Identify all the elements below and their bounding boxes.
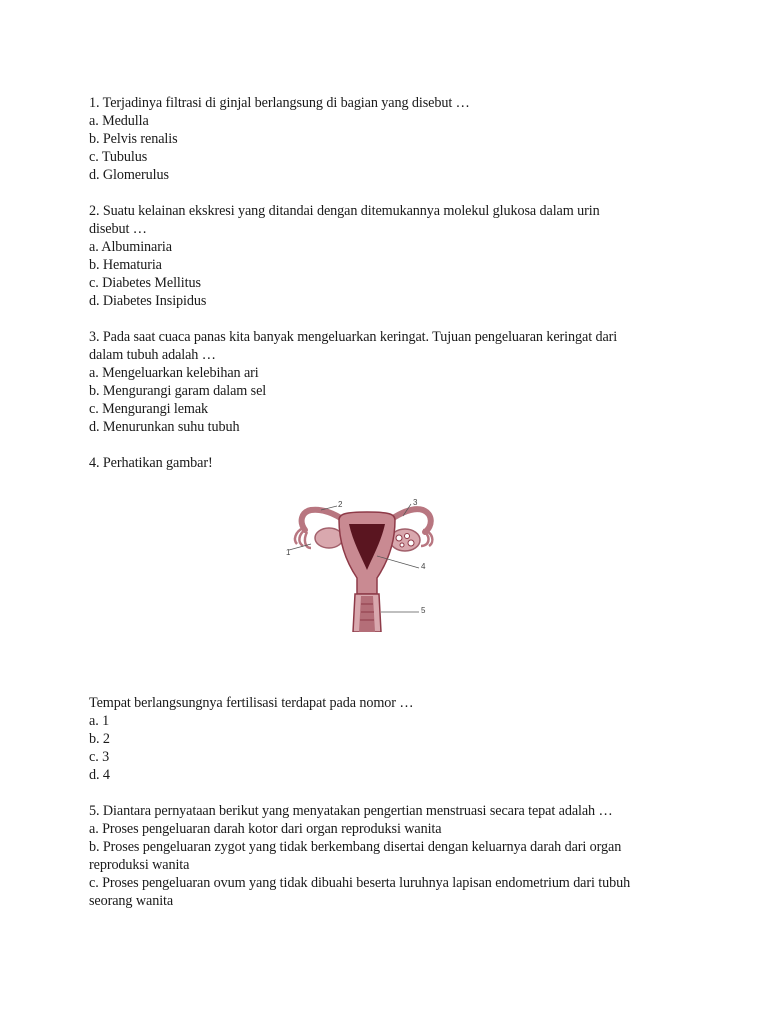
answer-option: b. Mengurangi garam dalam sel [89,383,267,399]
answer-option-continued: seorang wanita [89,893,174,909]
question-sub-stem: Tempat berlangsungnya fertilisasi terdapat pada nomor … [89,695,414,711]
question-5 [89,802,709,910]
figure-label-3: 3 [413,498,418,507]
answer-option-continued: reproduksi wanita [89,857,190,873]
question-1 [89,94,709,184]
question-3 [89,328,709,436]
question-stem: dalam tubuh adalah … [89,347,216,363]
answer-option: d. Glomerulus [89,167,169,183]
answer-option: c. Proses pengeluaran ovum yang tidak dibuahi beserta luruhnya lapisan endometrium dari tubuh [89,875,631,891]
uterus-diagram-image [281,494,441,632]
answer-option: a. Proses pengeluaran darah kotor dari organ reproduksi wanita [89,821,442,837]
question-stem: 2. Suatu kelainan ekskresi yang ditandai dengan ditemukannya molekul glukosa dalam urin [89,203,600,219]
answer-option: b. Pelvis renalis [89,131,178,147]
answer-option: a. 1 [89,713,110,729]
question-2 [89,202,709,310]
answer-option: a. Albuminaria [89,239,172,255]
figure-label-2: 2 [338,500,343,509]
answer-option: c. Mengurangi lemak [89,401,209,417]
answer-option: b. 2 [89,731,110,747]
answer-option: d. Menurunkan suhu tubuh [89,419,240,435]
figure-container [89,472,709,694]
figure-label-1: 1 [286,548,291,557]
question-stem: 4. Perhatikan gambar! [89,455,213,471]
question-stem: disebut … [89,221,147,237]
worksheet [89,94,709,928]
question-stem: 5. Diantara pernyataan berikut yang menyatakan pengertian menstruasi secara tepat adalah … [89,803,613,819]
answer-option: c. Diabetes Mellitus [89,275,201,291]
figure-label-5: 5 [421,606,426,615]
answer-option: d. 4 [89,767,110,783]
figure-label-4: 4 [421,562,426,571]
answer-option: b. Proses pengeluaran zygot yang tidak berkembang disertai dengan keluarnya darah dari organ [89,839,622,855]
question-4 [89,454,709,784]
answer-option: a. Mengeluarkan kelebihan ari [89,365,259,381]
answer-option: c. 3 [89,749,110,765]
answer-option: d. Diabetes Insipidus [89,293,207,309]
answer-option: c. Tubulus [89,149,148,165]
question-stem: 3. Pada saat cuaca panas kita banyak mengeluarkan keringat. Tujuan pengeluaran keringat dari [89,329,618,345]
answer-option: b. Hematuria [89,257,162,273]
question-stem: 1. Terjadinya filtrasi di ginjal berlangsung di bagian yang disebut … [89,95,470,111]
answer-option: a. Medulla [89,113,149,129]
